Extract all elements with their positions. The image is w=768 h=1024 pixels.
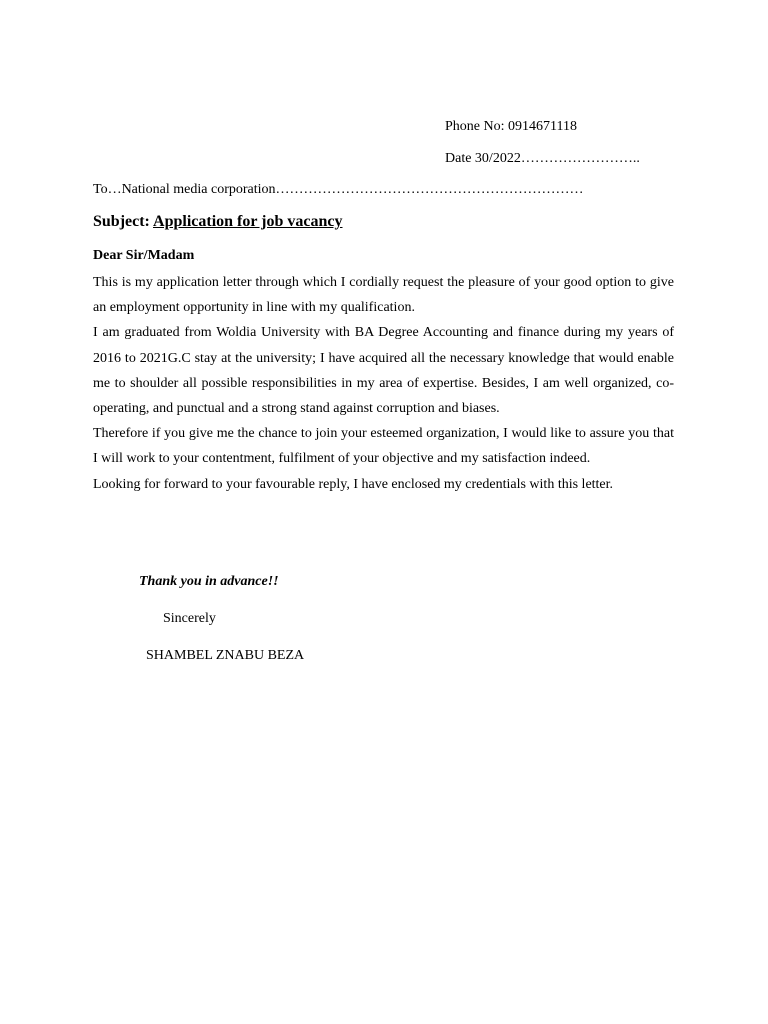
subject-text: Application for job vacancy [153, 213, 343, 230]
body-paragraph: Looking for forward to your favourable reply, I have enclosed my credentials with this letter. [93, 476, 614, 492]
letter-body [93, 270, 674, 497]
body-paragraph: I am graduated from Woldia University with BA Degree Accounting and finance during my years of 2016 to 2021G.C stay at the university; I have acquired all the necessary knowledge that would enable me to shoulder all possible responsibilities in my area of expertise. Besides, I am well organized, co-operating, and punctual and a strong stand against corruption and biases. [93, 325, 674, 417]
body-paragraph: This is my application letter through which I cordially request the pleasure of your good option to give an employment opportunity in line with my qualification. [93, 275, 674, 316]
body-paragraph: Therefore if you give me the chance to join your esteemed organization, I would like to assure you that I will work to your contentment, fulfilment of your objective and my satisfaction indeed. [93, 426, 674, 467]
subject-label: Subject: [93, 213, 150, 230]
subject-line [93, 212, 343, 232]
closing: Sincerely [163, 611, 216, 626]
sender-name: SHAMBEL ZNABU BEZA [146, 648, 305, 663]
recipient-line: To…National media corporation………………………………………………………… [93, 182, 584, 197]
thanks-line: Thank you in advance!! [139, 574, 279, 589]
greeting: Dear Sir/Madam [93, 248, 195, 263]
phone-number: Phone No: 0914671118 [445, 119, 577, 134]
letter-date: Date 30/2022…………………….. [445, 151, 640, 166]
